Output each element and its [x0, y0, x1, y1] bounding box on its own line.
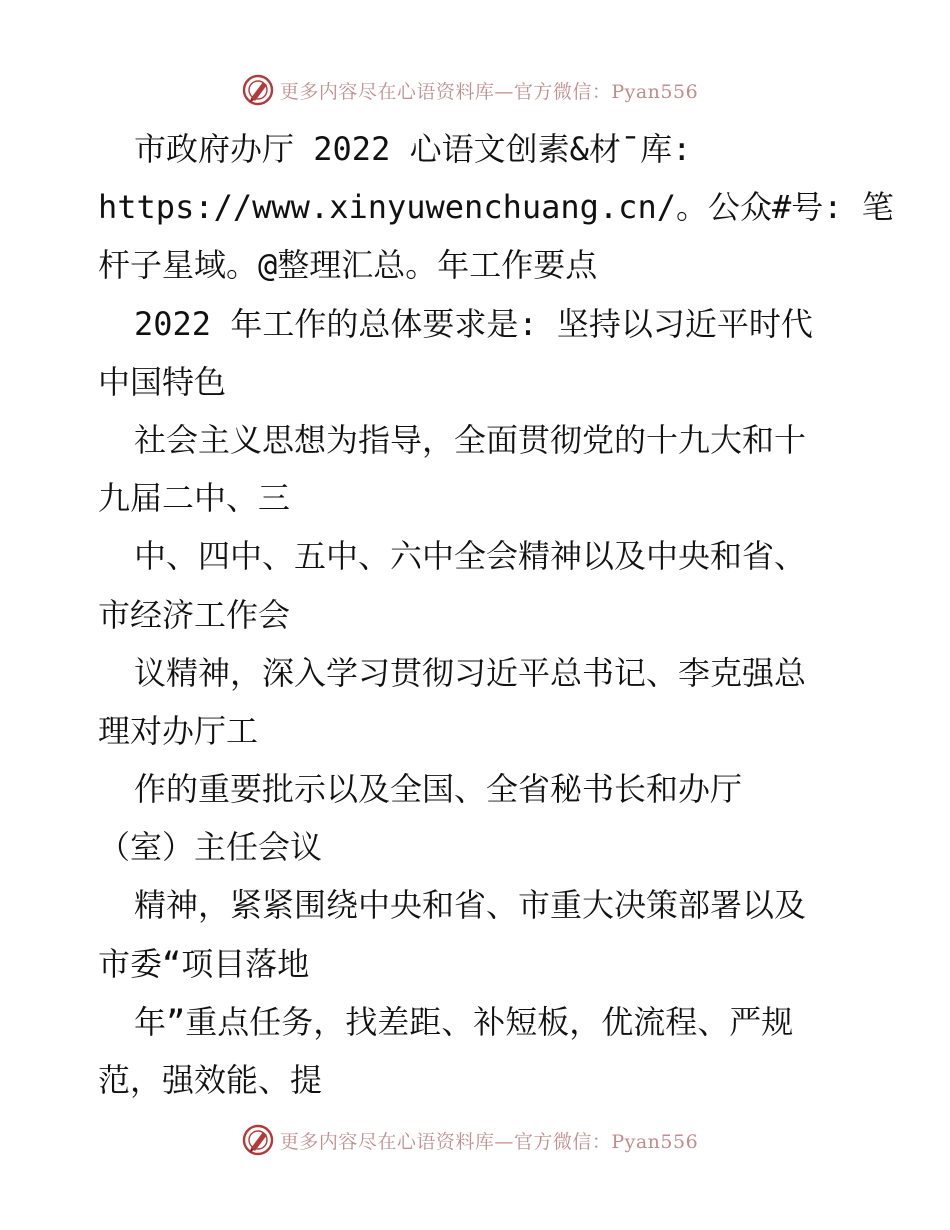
body-line: https://www.xinyuwenchuang.cn/。公众#号: 笔: [98, 188, 894, 227]
body-line: 社会主义思想为指导，全面贯彻党的十九大和十: [134, 420, 807, 459]
body-line: 中、四中、五中、六中全会精神以及中央和省、: [134, 537, 807, 576]
body-line: 市委“项目落地: [98, 944, 310, 983]
body-line: （室）主任会议: [98, 828, 323, 867]
body-line: 市政府办厅 2022 心语文创素&材¯库:: [134, 130, 692, 168]
body-line: 作的重要批示以及全国、全省秘书长和办厅: [134, 770, 743, 809]
body-line: 九届二中、三: [98, 479, 291, 518]
header-watermark-banner: [0, 70, 950, 110]
body-line: 范，强效能、提: [98, 1061, 323, 1099]
body-line: 议精神，深入学习贯彻习近平总书记、李克强总: [134, 653, 807, 692]
header-banner-text: 更多内容尽在心语资料库—官方微信：Pyan556: [279, 80, 699, 103]
body-line: 中国特色: [98, 362, 227, 401]
body-line: 年”重点任务，找差距、补短板，优流程、严规: [134, 1002, 794, 1041]
pen-logo-icon: [242, 74, 274, 106]
pen-logo-icon: [242, 1124, 274, 1156]
footer-banner-text: 更多内容尽在心语资料库—官方微信：Pyan556: [279, 1130, 699, 1153]
body-line: 市经济工作会: [98, 595, 291, 634]
footer-watermark-banner: [0, 1120, 950, 1160]
body-line: 杆子星域。@整理汇总。年工作要点: [98, 246, 598, 285]
document-body: [98, 120, 894, 1109]
body-line: 理对办厅工: [98, 711, 259, 750]
body-line: 精神，紧紧围绕中央和省、市重大决策部署以及: [134, 886, 807, 925]
body-line: 2022 年工作的总体要求是: 坚持以习近平时代: [134, 304, 813, 343]
